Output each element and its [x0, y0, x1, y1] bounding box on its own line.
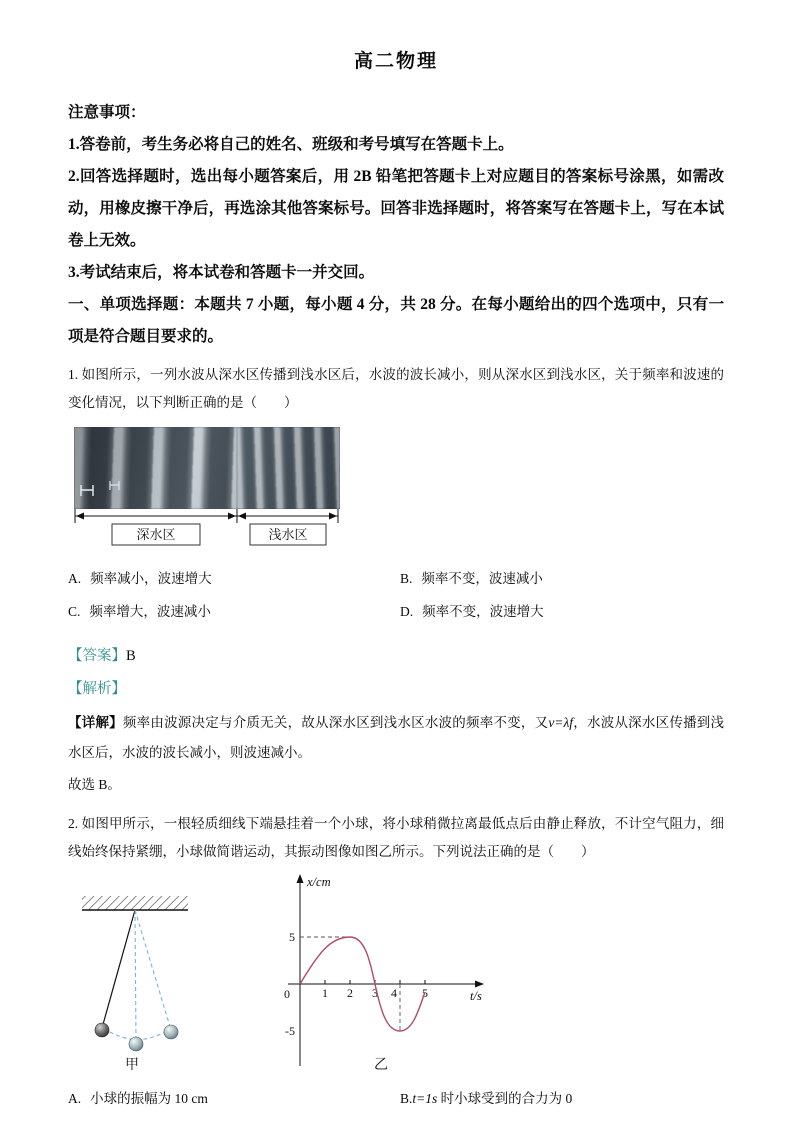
figure-yi-label: 乙: [374, 1058, 388, 1073]
q2-option-a-label: A.: [68, 1091, 82, 1106]
section-heading: 一、单项选择题：本题共 7 小题，每小题 4 分，共 28 分。在每小题给出的四个选项中，只有一项是符合题目要求的。: [68, 296, 724, 345]
option-b-label: B.: [400, 571, 413, 586]
vibration-graph-figure: [278, 872, 493, 1074]
option-c-label: C.: [68, 604, 81, 619]
pendulum-string-dashed-right: [135, 910, 171, 1030]
analysis-line: [68, 673, 724, 706]
y-tick-5: 5: [289, 930, 295, 944]
region-annotation: [74, 509, 340, 547]
answer-line: [68, 640, 724, 673]
question-2-stem: 2. 如图甲所示，一根轻质细线下端悬挂着一个小球，将小球稍微拉离最低点后由静止释放，不计空气阻力，细线始终保持紧绷，小球做简谐运动，其振动图像如图乙所示。下列说法正确的是（ ）: [68, 816, 724, 859]
question-1-stem: 1. 如图所示，一列水波从深水区传播到浅水区后，水波的波长减小，则从深水区到浅水区，关于频率和波速的变化情况，以下判断正确的是（ ）: [68, 367, 724, 410]
velocity-formula: v=λf: [548, 715, 574, 730]
option-c-text: 频率增大，波速减小: [89, 604, 211, 619]
ball-center: [129, 1037, 143, 1051]
question-2-figures: [72, 872, 724, 1074]
question-1-options-row-2: [68, 595, 724, 628]
option-d: [400, 595, 544, 628]
figure-jia-label: 甲: [125, 1058, 139, 1073]
ceiling-hatch: [82, 896, 188, 910]
origin-label: 0: [284, 987, 290, 1001]
detail-tag: 【详解】: [68, 715, 123, 730]
x-tick-4: 4: [391, 986, 397, 1000]
x-tick-1: 1: [322, 986, 328, 1000]
pendulum-string-dashed-center: [135, 910, 136, 1042]
q2-option-b-formula: t=1s: [412, 1091, 438, 1106]
answer-tag: 【答案】: [68, 648, 126, 664]
q2-option-a: [68, 1082, 400, 1115]
option-a-text: 频率减小，波速增大: [90, 571, 212, 586]
option-d-text: 频率不变，波速增大: [422, 604, 544, 619]
option-a-label: A.: [68, 571, 82, 586]
option-d-label: D.: [400, 604, 414, 619]
option-a: [68, 562, 400, 595]
q2-option-b-text: 时小球受到的合力为 0: [440, 1091, 573, 1106]
analysis-tag: 【解析】: [68, 681, 126, 697]
detail-text-pre: 频率由波源决定与介质无关，故从深水区到浅水区水波的频率不变，又: [122, 715, 549, 730]
wavelength-markers: [74, 427, 340, 509]
page-title: 高二物理: [353, 51, 438, 72]
pendulum-string-solid: [102, 910, 135, 1028]
notice-item-1: 1.答卷前，考生务必将自己的姓名、班级和考号填写在答题卡上。: [68, 136, 514, 153]
notice-heading: 注意事项：: [68, 104, 146, 121]
q2-option-b-label: B.: [400, 1091, 413, 1106]
y-tick-neg5: -5: [285, 1024, 295, 1038]
option-b-text: 频率不变，波速减小: [421, 571, 543, 586]
x-axis-label: t/s: [470, 989, 482, 1003]
question-2-options-row: [68, 1082, 724, 1115]
detail-text-post: ，水波从深水区传播到浅水区后，水波的波长减小，则波速减小。: [68, 715, 725, 760]
x-tick-3: 3: [372, 986, 378, 1000]
water-wave-photo: [74, 427, 340, 509]
conclusion-line: 故选 B。: [68, 777, 121, 792]
deep-water-label: 深水区: [136, 527, 176, 542]
option-b: [400, 562, 543, 595]
x-tick-5: 5: [422, 986, 428, 1000]
notice-item-2: 2.回答选择题时，选出每小题答案后，用 2B 铅笔把答题卡上对应题目的答案标号涂黑，如需改动，用橡皮擦干净后，再选涂其他答案标号。回答非选择题时，将答案写在答题卡上，写在本试卷上无效。: [68, 168, 724, 249]
notice-item-3: 3.考试结束后，将本试卷和答题卡一并交回。: [68, 264, 375, 281]
q2-option-b: [400, 1082, 572, 1115]
ball-right: [164, 1025, 178, 1039]
answer-value: B: [126, 648, 136, 664]
shallow-water-label: 浅水区: [268, 527, 308, 542]
option-c: [68, 595, 400, 628]
detail-paragraph: [68, 708, 724, 768]
y-axis-label: x/cm: [307, 875, 331, 889]
question-1-options-row-1: [68, 562, 724, 595]
pendulum-figure: [72, 892, 202, 1074]
ball-left: [95, 1023, 109, 1037]
question-1-figure: [74, 427, 340, 552]
x-tick-2: 2: [347, 986, 353, 1000]
q2-option-a-text: 小球的振幅为 10 cm: [90, 1091, 208, 1106]
